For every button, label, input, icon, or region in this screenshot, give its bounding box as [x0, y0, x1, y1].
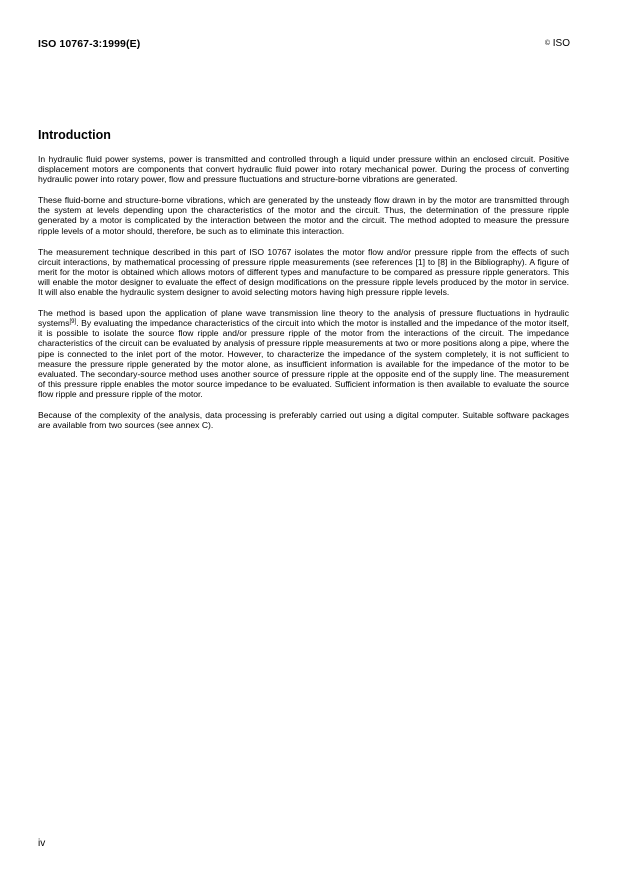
copyright-org: ISO — [552, 38, 570, 49]
paragraph-3: The measurement technique described in this part of ISO 10767 isolates the motor flow and/or pressure ripple from the effects of such circuit interactions, by mathematical processing of pressure ripple measurements (see references [1] to [8] in the Bibliography). A figure of merit for the motor is obtained which allows motors of different types and manufacture to be compared as pressure ripple generators. This will enable the motor designer to evaluate the effect of design modifications on the pressure ripple levels produced by the motor in service. It will also enable the hydraulic system designer to avoid selecting motors having high pressure ripple levels. — [38, 246, 569, 298]
section-title: Introduction — [38, 128, 111, 142]
section-body — [38, 154, 569, 441]
copyright-notice — [545, 38, 570, 49]
paragraph-4-text-after-ref: . By evaluating the impedance characteristics of the circuit into which the motor is installed and the impedance of the motor itself, it is possible to isolate the source flow ripple and/or pressure ripple of the motor from the interactions of the circuit. The impedance characteristics of the circuit can be evaluated by analysis of pressure ripple measurements at two or more positions along a pipe, where the pipe is connected to the inlet port of the motor. However, to characterize the impedance of the system completely, it is not sufficient to measure the pressure ripple generated by the motor alone, as insufficient information is available for the impedance of the motor to be evaluated. The secondary-source method uses another source of pressure ripple at the opposite end of the supply line. The measurement of this pressure ripple enables the motor source impedance to be evaluated. Sufficient information is then available to evaluate the source flow ripple and pressure ripple of the motor. — [38, 318, 569, 399]
paragraph-5: Because of the complexity of the analysis, data processing is preferably carried out using a digital computer. Suitable software packages are available from two sources (see annex C). — [38, 409, 569, 431]
standard-id: ISO 10767-3:1999(E) — [38, 38, 141, 50]
copyright-symbol: © — [544, 40, 550, 47]
paragraph-4 — [38, 308, 569, 399]
paragraph-4-text-before-ref: The method is based upon the application of plane wave transmission line theory to the analysis of pressure fluctuations in hydraulic systems — [38, 308, 569, 329]
paragraph-1: In hydraulic fluid power systems, power is transmitted and controlled through a liquid under pressure within an enclosed circuit. Positive displacement motors are components that convert hydraulic fluid power into rotary mechanical power. During the process of converting hydraulic power into rotary power, flow and pressure fluctuations and structure-borne vibrations are generated. — [38, 154, 569, 185]
bibliography-reference: [9] — [69, 319, 77, 326]
page-number: iv — [38, 838, 46, 849]
paragraph-2: These fluid-borne and structure-borne vibrations, which are generated by the unsteady flow drawn in by the motor are transmitted through the system at levels depending upon the characteristics of the motor and the circuit. Thus, the determination of the pressure ripple generated by a motor is complicated by the interaction between the motor and the circuit. The method adopted to measure the pressure ripple levels of a motor should, therefore, be such as to eliminate this interaction. — [38, 195, 569, 236]
